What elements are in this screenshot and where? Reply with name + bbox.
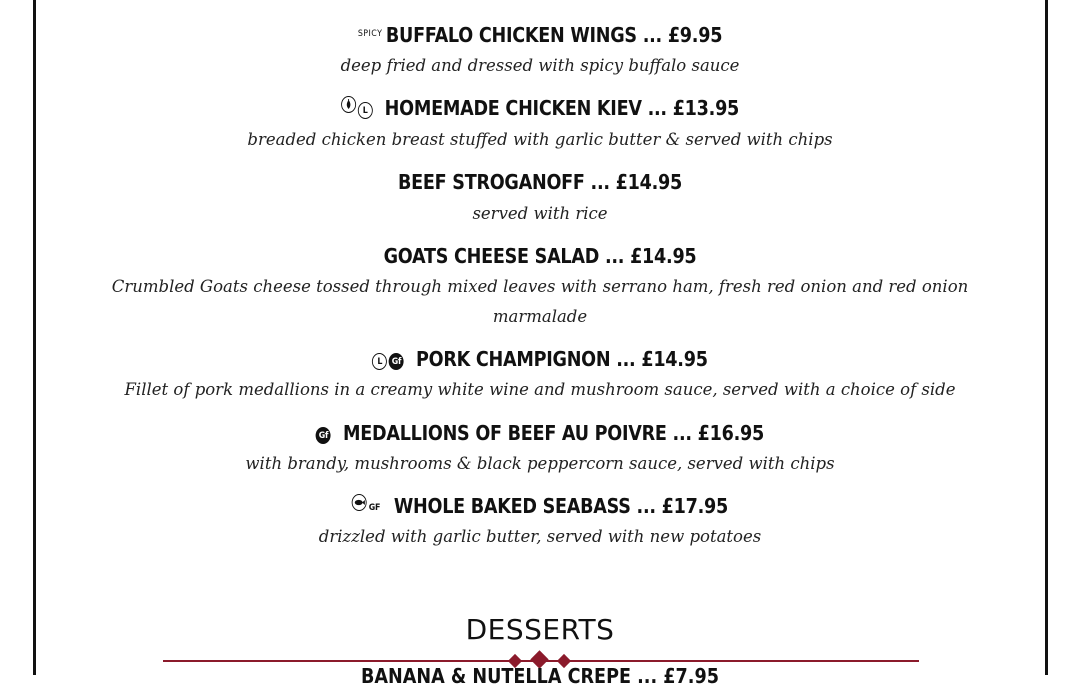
- gluten-free-text: GF: [368, 503, 381, 513]
- menu-item-title: [65, 96, 1015, 120]
- menu-item-title: GOATS CHEESE SALAD ... £14.95: [383, 244, 697, 268]
- menu-item-description: Fillet of pork medallions in a creamy white wine and mushroom sauce, served with a choice of side: [124, 380, 956, 399]
- menu-item-description: breaded chicken breast stuffed with garlic butter & served with chips: [247, 130, 833, 149]
- gluten-free-icon: Gf: [389, 353, 404, 370]
- spicy-label: SPICY: [357, 29, 383, 39]
- menu-item-title: [65, 421, 1015, 445]
- dish-name: HOMEMADE CHICKEN KIEV ... £13.95: [384, 96, 740, 120]
- menu-item-description: drizzled with garlic butter, served with new potatoes: [318, 527, 762, 546]
- menu-item-description: Crumbled Goats cheese tossed through mixed leaves with serrano ham, fresh red onion and red onion: [111, 277, 969, 296]
- menu-item-title: BEEF STROGANOFF ... £14.95: [398, 170, 682, 194]
- menu-border-left: [33, 0, 36, 675]
- menu-item-title-partial: BANANA & NUTELLA CREPE ... £7.95: [361, 664, 719, 688]
- menu-item-description: served with rice: [472, 204, 608, 223]
- menu-item-description: with brandy, mushrooms & black peppercorn sauce, served with chips: [245, 454, 835, 473]
- dish-name: BUFFALO CHICKEN WINGS ... £9.95: [385, 23, 723, 47]
- fish-icon: [352, 494, 367, 511]
- menu-item-title: [65, 347, 1015, 371]
- dish-name: PORK CHAMPIGNON ... £14.95: [416, 347, 708, 371]
- lactose-icon: L: [372, 353, 387, 370]
- menu-border-right: [1045, 0, 1048, 675]
- menu-item-description-cont: marmalade: [492, 307, 588, 326]
- gluten-free-icon: Gf: [316, 427, 331, 444]
- menu-item-title: [65, 494, 1015, 520]
- dish-name: WHOLE BAKED SEABASS ... £17.95: [393, 494, 729, 518]
- menu-item-title: [65, 22, 1015, 47]
- lactose-icon: L: [358, 102, 373, 119]
- garlic-icon: [341, 96, 356, 113]
- menu-item-description: deep fried and dressed with spicy buffalo sauce: [340, 56, 740, 75]
- dish-name: MEDALLIONS OF BEEF AU POIVRE ... £16.95: [342, 421, 765, 445]
- section-title-desserts: DESSERTS: [465, 613, 615, 646]
